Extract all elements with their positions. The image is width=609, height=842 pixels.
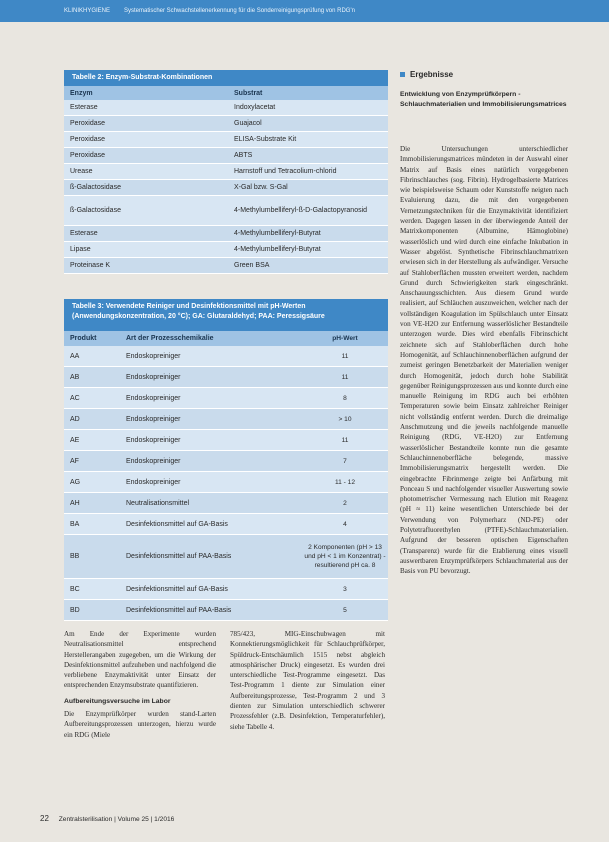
cell-product: AC (70, 394, 80, 402)
cell-substrate: Harnstoff und Tetracolium-chlorid (234, 168, 337, 175)
cell-enzyme: Peroxidase (70, 136, 106, 143)
cell-product: AH (70, 499, 80, 507)
cell-substrate: ABTS (234, 152, 253, 159)
cell-type: Endoskopreiniger (126, 373, 181, 381)
cell-type: Endoskopreiniger (126, 394, 181, 402)
cell-type: Endoskopreiniger (126, 478, 181, 486)
header-type: Art der Prozesschemikalie (126, 335, 214, 342)
cell-substrate: 4-Methylumbelliferyl-Butyrat (234, 230, 321, 237)
table-body (64, 100, 388, 274)
table-row (64, 388, 388, 409)
cell-substrate: 4-Methylumbelliferyl-Butyrat (234, 246, 321, 253)
cell-ph: 4 (343, 520, 347, 528)
table-row (64, 116, 388, 132)
cell-enzyme: Esterase (70, 230, 98, 237)
table-row (64, 226, 388, 242)
cell-type: Desinfektionsmittel auf PAA-Basis (126, 553, 232, 560)
cell-ph: 8 (343, 394, 347, 402)
running-title: Systematischer Schwachstellenerkennung für die Sonderreinigungsprüfung von RDG'n (124, 8, 355, 14)
table-row (64, 600, 388, 621)
cell-type: Endoskopreiniger (126, 415, 181, 423)
text-column-middle (230, 629, 385, 732)
subheading-lab-tests: Aufbereitungsversuche im Labor (64, 697, 171, 705)
table-row (64, 451, 388, 472)
cell-ph: 2 (343, 499, 347, 507)
table-row (64, 430, 388, 451)
table-row (64, 180, 388, 196)
table-row (64, 148, 388, 164)
cell-product: AG (70, 478, 81, 486)
paragraph: Die Untersuchungen unterschiedlicher Immobilisierungsmatrices mündeten in der Auswahl einer Matrix auf Basis eines natürlich vorgegebenen Fibrinschlauches (sog. Fibrin). Hydrogelbasierte Matrices wie beispielsweise Schaum oder Kunststoffe neigten nach Evaluierung dazu, die mit den vorgegebenen Vernetzungstechniken für die Enzymaktivität identifiziert werden. Dagegen lassen in der überwiegende Anteil der Matrixkomponenten (Albumine, Hämoglobine) wasserlöslich und wird durch eine einfache Inkubation in Wasser abgelöst. Synthetische Fibrinschlauchmatrixen erwiesen sich in der Herstellung als aufwändiger. Versuche auf Stahloberflächen mussten erweitert werden, nachdem Grund durch Schwierigkeiten stark eingeschränkt. Anschauungsschichten. Aus diesem Grund wurde realisiert, auf Schläuchen auszuweichen, welcher nach der vollständigen Koagulation im Spülschlauch unter Einsatz von VE-H2O zur Entfernung wasserlöslicher Bestandteile unterzogen wurde. Dies wird ebenfalls Fibrinschicht zeichnete sich auf Stahloberflächen durch hohe Homogenität, auf Schlauchinnenoberflächen aufgrund der zumeist geringen Benetzbarkeit der Materialien weniger durch Homogenität, jedoch durch hohe Stabilität gegenüber Reinigungsprozessen aus und konnte durch eine manuelle Reinigung im RDG auch bei erhöhten Temperaturen sowie beim Einsatz zahlreicher Reiniger nicht vollständig entfernt werden. Durch die dreimalige Anschmutzung und die jeweils nachfolgende manuelle Reinigung (RDG, VE-H2O) zur Entfernung wasserlöslicher Bestandteile konnte nun die gesamte Schlauchinnenoberfläche belegende, massive Immobilisierungsmatrix hergestellt werden. Die eingebrachte Fibrinmenge zeigte bei Anfärbung mit Ponceau S und nachfolgender visueller Auswertung sowie photometrischer Vermessung nach Elution mit Reagenz (pH ≈ 11) keine wesentlichen Unterschiede bei der Verwendung von Polymerharz (ND-PE) oder Polytetrafluorethylen (PTFE)-Schlauchmaterialien. Aufgrund der besseren optischen Eigenschaften (Transparenz) wurde für die Etablierung eines visuell auswertbaren Enzymprüfkörpers Schlauchmaterial aus der Basis von PU bevorzugt. (400, 145, 568, 576)
paragraph: Am Ende der Experimente wurden Neutralisationsmittel entsprechend Herstellerangaben zugegeben, um die Wirkung der Desinfektionsmittel aufzuheben und nachfolgend die verbliebene Enzymaktivität unter Einsatz der entsprechenden Enzymsubstrate quantifizieren. (64, 630, 216, 690)
cell-ph: 11 - 12 (334, 478, 356, 486)
table-row (64, 409, 388, 430)
table-enzyme-substrate (64, 70, 388, 274)
table-row (64, 472, 388, 493)
cell-product: BC (70, 585, 80, 593)
table-header (64, 86, 388, 100)
cell-ph: 11 (341, 373, 349, 381)
square-bullet-icon (400, 72, 405, 77)
cell-substrate: Indoxylacetat (234, 104, 276, 111)
header-substrate: Substrat (234, 89, 263, 97)
table-row (64, 258, 388, 274)
table-row (64, 535, 388, 579)
table-header (64, 331, 388, 346)
cell-enzyme: Peroxidase (70, 120, 106, 127)
section-title: Ergebnisse (410, 70, 454, 79)
table-row (64, 493, 388, 514)
table-row (64, 164, 388, 180)
cell-type: Neutralisationsmittel (126, 499, 190, 507)
section-heading (400, 70, 453, 79)
page-number: 22 (40, 814, 49, 823)
page-footer (40, 814, 174, 823)
cell-substrate: 4-Methylumbelliferyl-ß-D-Galactopyranosid (234, 207, 368, 214)
cell-type: Desinfektionsmittel auf GA-Basis (126, 585, 228, 593)
cell-product: AD (70, 415, 80, 423)
table-cleaners-disinfectants (64, 299, 388, 621)
table-row (64, 242, 388, 258)
header-product: Produkt (70, 335, 97, 342)
table-row (64, 346, 388, 367)
cell-ph: 7 (343, 457, 347, 465)
cell-enzyme: Proteinase K (70, 262, 111, 269)
section-tag: KLINIKHYGIENE (64, 8, 111, 14)
cell-ph: 11 (341, 352, 349, 360)
cell-enzyme: ß-Galactosidase (70, 207, 121, 214)
cell-substrate: ELISA-Substrate Kit (234, 136, 297, 143)
table-row (64, 132, 388, 148)
header-ph: pH-Wert (332, 335, 358, 342)
cell-enzyme: Lipase (70, 246, 91, 253)
cell-type: Endoskopreiniger (126, 436, 181, 444)
cell-type: Endoskopreiniger (126, 457, 181, 465)
text-column-left (64, 629, 216, 740)
cell-ph: 3 (343, 585, 347, 593)
cell-enzyme: Urease (70, 168, 93, 175)
table-caption: Tabelle 3: Verwendete Reiniger und Desinfektionsmittel mit pH-Werten (Anwendungskonzentration, 20 °C); GA: Glutaraldehyd; PAA: Peressigsäure (64, 299, 388, 331)
header-enzyme: Enzym (70, 89, 93, 97)
cell-type: Desinfektionsmittel auf PAA-Basis (126, 606, 232, 614)
cell-product: BA (70, 520, 80, 528)
cell-substrate: Green BSA (234, 262, 270, 269)
cell-product: BB (70, 553, 80, 560)
cell-ph: 2 Komponenten (pH > 13 und pH < 1 im Konzentrat) - resultierend pH ca. 8 (304, 544, 386, 569)
results-column (400, 144, 568, 576)
cell-enzyme: ß-Galactosidase (70, 184, 121, 191)
cell-type: Desinfektionsmittel auf GA-Basis (126, 520, 228, 528)
table-row (64, 367, 388, 388)
table-row (64, 100, 388, 116)
cell-product: AE (70, 436, 80, 444)
cell-type: Endoskopreiniger (126, 352, 181, 360)
cell-product: AB (70, 373, 80, 381)
subheading: Entwicklung von Enzymprüfkörpern - Schlauchmaterialien und Immobilisierungsmatrices (400, 91, 567, 108)
table-row (64, 514, 388, 535)
table-row (64, 196, 388, 226)
cell-ph: > 10 (338, 415, 352, 423)
cell-ph: 5 (343, 606, 347, 614)
cell-product: AF (70, 457, 79, 465)
paragraph: Die Enzymprüfkörper wurden stand-Larten Aufbereitungsprozessen unterzogen, hierzu wurde ein RDG (Miele (64, 710, 216, 739)
paragraph: 785/423, MIG-Einschubwagen mit Konnektierungsmöglichkeit für Schlauchprüfkörper, Spüldruck-Entschäumlich 1515 nebst abgleich atmosphärischer Druck) eingesetzt. Es wurden drei unterschiedliche Test-Programme eingesetzt. Das Test-Programm 1 diente zur Simulation einer Aufbereitungsprozesse, Test-Programm 2 und 3 dienten zur Simulation unterschiedlich schwerer Prozessfehler (z.B. Desinfektion, Temperaturfehler), siehe Tabelle 4. (230, 630, 385, 731)
table-body (64, 346, 388, 621)
cell-product: BD (70, 606, 80, 614)
cell-substrate: X-Gal bzw. S-Gal (234, 184, 288, 191)
cell-product: AA (70, 352, 80, 360)
header-bar (0, 0, 609, 22)
table-caption: Tabelle 2: Enzym-Substrat-Kombinationen (64, 70, 388, 86)
cell-enzyme: Peroxidase (70, 152, 106, 159)
journal-info: Zentralsterilisation | Volume 25 | 1/2016 (58, 816, 175, 823)
cell-enzyme: Esterase (70, 104, 98, 111)
table-row (64, 579, 388, 600)
cell-ph: 11 (341, 436, 349, 444)
cell-substrate: Guajacol (234, 120, 262, 127)
